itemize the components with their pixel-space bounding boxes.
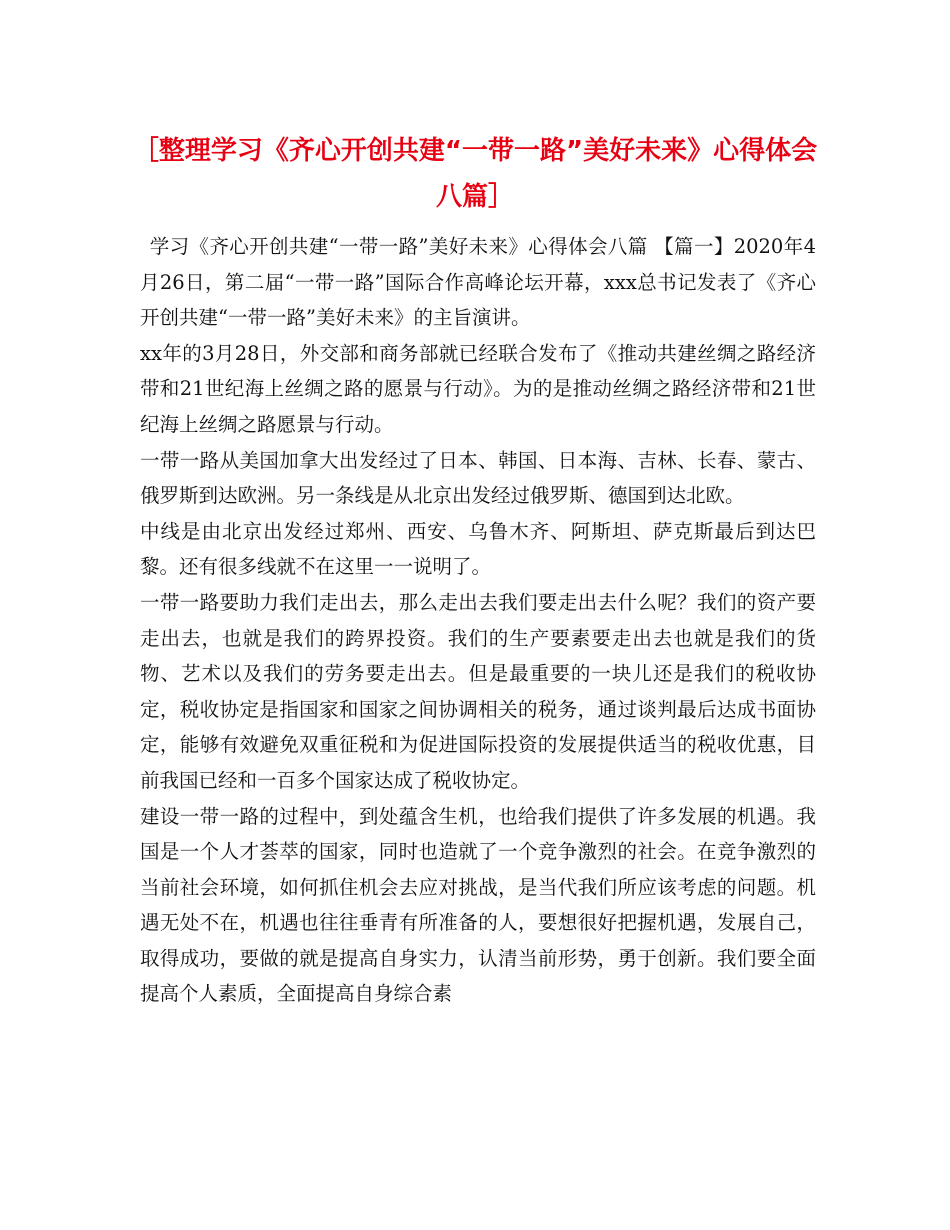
paragraph: 一带一路要助力我们走出去，那么走出去我们要走出去什么呢？我们的资产要走出去，也就是我们的跨界投资。我们的生产要素要走出去也就是我们的货物、艺术以及我们的劳务要走出去。但是最重要的一块儿还是我们的税收协定，税收协定是指国家和国家之间协调相关的税务，通过谈判最后达成书面协定，能够有效避免双重征税和为促进国际投资的发展提供适当的税收优惠，目前我国已经和一百多个国家达成了税收协定。 xyxy=(140,590,816,792)
document-body xyxy=(140,229,816,1012)
paragraph: 学习《齐心开创共建“一带一路”美好未来》心得体会八篇 【篇一】2020年4月26日，第二届“一带一路”国际合作高峰论坛开幕，xxx总书记发表了《齐心开创共建“一带一路”美好未来》的主旨演讲。 xyxy=(140,235,816,330)
document-title: ［整理学习《齐心开创共建“一带一路”美好未来》心得体会八篇］ xyxy=(132,136,818,212)
paragraph: 一带一路从美国加拿大出发经过了日本、韩国、日本海、吉林、长春、蒙古、俄罗斯到达欧洲。另一条线是从北京出发经过俄罗斯、德国到达北欧。 xyxy=(140,448,816,508)
paragraph: 中线是由北京出发经过郑州、西安、乌鲁木齐、阿斯坦、萨克斯最后到达巴黎。还有很多线就不在这里一一说明了。 xyxy=(140,519,816,579)
paragraph: 建设一带一路的过程中，到处蕴含生机，也给我们提供了许多发展的机遇。我国是一个人才荟萃的国家，同时也造就了一个竞争激烈的社会。在竞争激烈的当前社会环境，如何抓住机会去应对挑战，是当代我们所应该考虑的问题。机遇无处不在，机遇也往往垂青有所准备的人，要想很好把握机遇，发展自己，取得成功，要做的就是提高自身实力，认清当前形势，勇于创新。我们要全面提高个人素质，全面提高自身综合素 xyxy=(140,804,816,1006)
paragraph: xx年的3月28日，外交部和商务部就已经联合发布了《推动共建丝绸之路经济带和21世纪海上丝绸之路的愿景与行动》。为的是推动丝绸之路经济带和21世纪海上丝绸之路愿景与行动。 xyxy=(140,341,816,436)
